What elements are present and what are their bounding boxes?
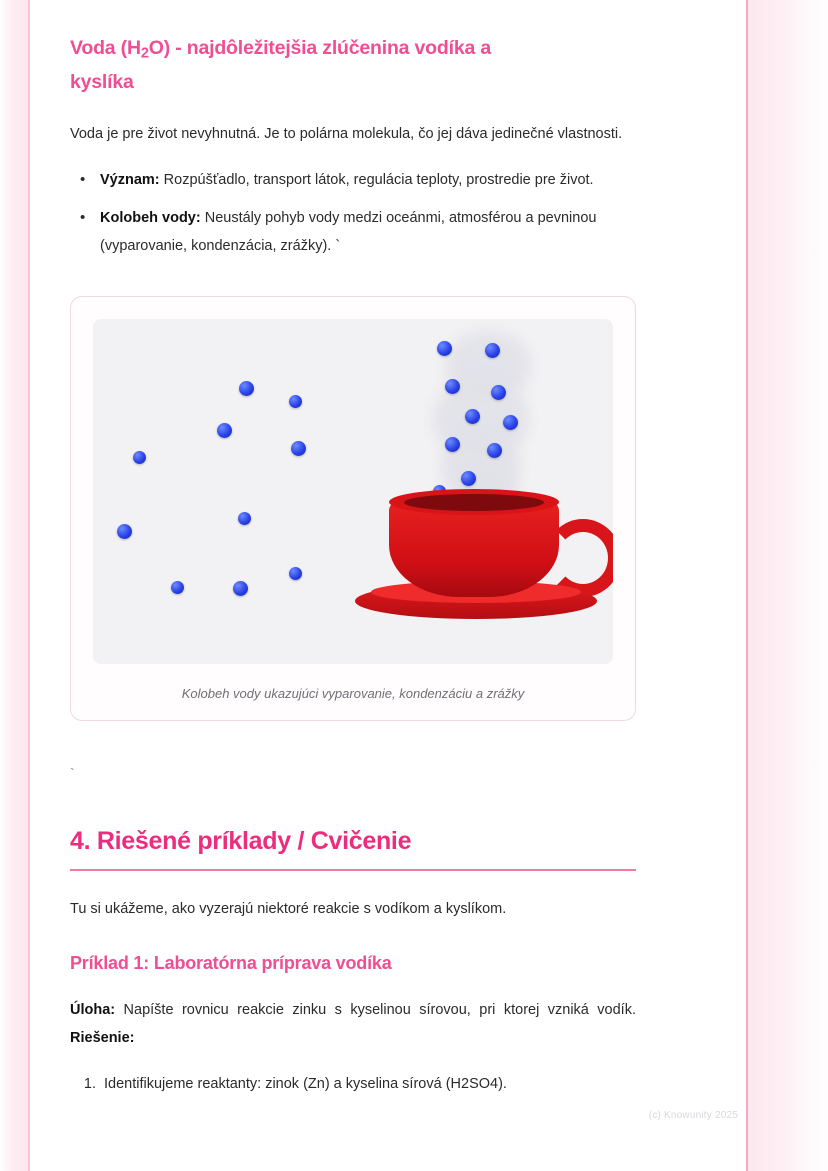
list-item-label: Kolobeh vody: bbox=[100, 209, 201, 226]
list-item-label: Význam: bbox=[100, 171, 160, 188]
solution-steps bbox=[70, 1070, 636, 1098]
stray-backtick: ` bbox=[70, 764, 75, 781]
page-title-subscript: 2 bbox=[140, 45, 149, 62]
list-item-text: Neustály pohyb vody medzi oceánmi, atmosférou a pevninou (vyparovanie, kondenzácia, zrážky). ` bbox=[100, 209, 597, 254]
page-left-edge bbox=[0, 0, 30, 1171]
page-right-rule bbox=[746, 0, 748, 1171]
task-label: Úloha: bbox=[70, 1001, 116, 1018]
cup-liquid bbox=[404, 494, 544, 511]
task-text: Napíšte rovnicu reakcie zinku s kyselinou sírovou, pri ktorej vzniká vodík. bbox=[115, 1001, 636, 1018]
page-title-line2: kyslíka bbox=[70, 70, 134, 93]
key-points-list bbox=[70, 166, 636, 260]
example-1-heading: Príklad 1: Laboratórna príprava vodíka bbox=[70, 952, 392, 973]
page-title bbox=[70, 0, 636, 96]
section-4-heading: 4. Riešené príklady / Cvičenie bbox=[70, 826, 412, 855]
cup-body bbox=[389, 501, 559, 597]
page-title-mid: O) - najdôležitejšia zlúčenina vodíka a bbox=[148, 37, 491, 59]
section-4-intro: Tu si ukážeme, ako vyzerajú niektoré reakcie s vodíkom a kyslíkom. bbox=[70, 900, 507, 917]
list-item: 1. Identifikujeme reaktanty: zinok (Zn) a kyselina sírová (H2SO4). bbox=[100, 1070, 636, 1098]
example-1-task bbox=[70, 996, 636, 1052]
page-title-prefix: Voda (H bbox=[70, 37, 141, 59]
document-content bbox=[70, 0, 636, 1098]
figure-card bbox=[70, 296, 636, 721]
page-right-edge bbox=[746, 0, 828, 1171]
figure-caption: Kolobeh vody ukazujúci vyparovanie, kondenzáciu a zrážky bbox=[181, 685, 525, 701]
section-4-divider bbox=[70, 869, 636, 871]
list-item bbox=[96, 166, 636, 194]
watermark: (c) Knowunity 2025 bbox=[648, 1110, 738, 1121]
intro-paragraph: Voda je pre život nevyhnutná. Je to polárna molekula, čo jej dáva jedinečné vlastnosti. bbox=[70, 125, 623, 142]
solution-label: Riešenie: bbox=[70, 1029, 135, 1046]
page-left-rule bbox=[28, 0, 30, 1171]
list-item bbox=[96, 204, 636, 260]
list-item-text: Rozpúšťadlo, transport látok, regulácia teploty, prostredie pre život. bbox=[159, 171, 594, 188]
water-cycle-illustration bbox=[93, 319, 613, 664]
